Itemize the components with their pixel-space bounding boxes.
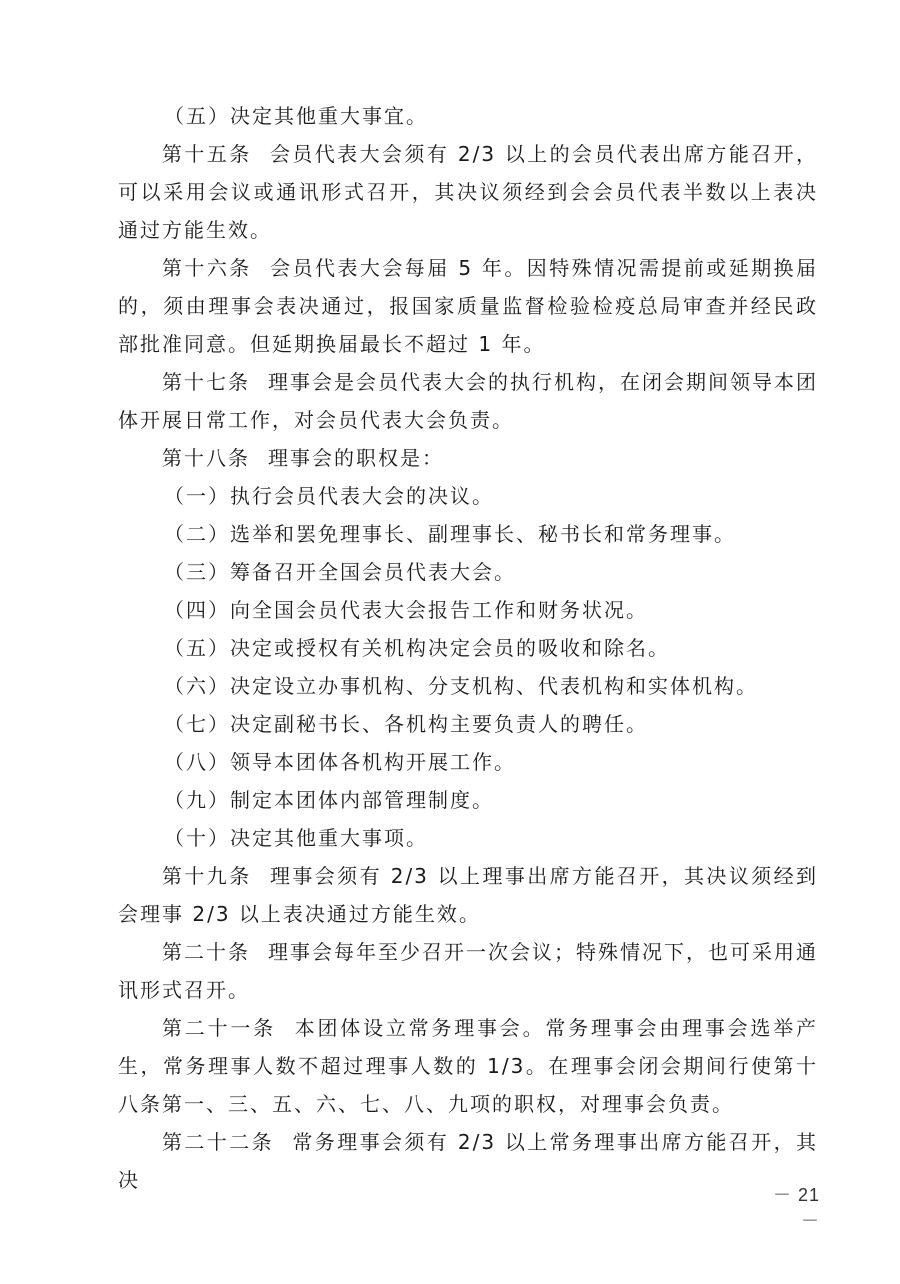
list-item <box>118 705 818 743</box>
article-heading: 第十六条 <box>162 256 252 280</box>
article-heading: 第十八条 <box>162 446 250 470</box>
list-item-text: （六）决定设立办事机构、分支机构、代表机构和实体机构。 <box>164 674 758 698</box>
list-item-text: （九）制定本团体内部管理制度。 <box>164 788 494 812</box>
list-item-text: （二）选举和罢免理事长、副理事长、秘书长和常务理事。 <box>164 522 736 546</box>
list-item-text: （十）决定其他重大事项。 <box>164 826 428 850</box>
list-item-text: （一）执行会员代表大会的决议。 <box>164 484 494 508</box>
article-paragraph <box>118 933 818 1009</box>
article-text: 理事会每年至少召开一次会议；特殊情况下，也可采用通讯形式召开。 <box>118 940 818 1002</box>
list-item-text: （四）向全国会员代表大会报告工作和财务状况。 <box>164 598 648 622</box>
list-item-text: （三）筹备召开全国会员代表大会。 <box>164 560 516 584</box>
list-item <box>118 591 818 629</box>
article-text: 本团体设立常务理事会。常务理事会由理事会选举产生，常务理事人数不超过理事人数的 1/3。在理事会闭会期间行使第十八条第一、三、五、六、七、八、九项的职权，对理事会负责。 <box>118 1016 819 1116</box>
article-text: 会员代表大会须有 2/3 以上的会员代表出席方能召开，可以采用会议或通讯形式召开，其决议须经到会会员代表半数以上表决通过方能生效。 <box>118 142 819 242</box>
list-item <box>118 667 818 705</box>
article-paragraph <box>118 135 818 249</box>
list-item <box>118 819 818 857</box>
article-heading: 第二十一条 <box>162 1016 276 1040</box>
article-paragraph <box>118 1123 818 1199</box>
article-paragraph <box>118 1009 818 1123</box>
article-heading: 第十七条 <box>162 370 250 394</box>
article-text: 理事会是会员代表大会的执行机构，在闭会期间领导本团体开展日常工作，对会员代表大会负责。 <box>118 370 818 432</box>
list-item-text: （五）决定其他重大事宜。 <box>164 104 428 128</box>
article-heading: 第十九条 <box>162 864 252 888</box>
article-paragraph <box>118 363 818 439</box>
list-item <box>118 629 818 667</box>
article-paragraph <box>118 439 818 477</box>
article-paragraph <box>118 249 818 363</box>
list-item <box>118 781 818 819</box>
list-item <box>118 553 818 591</box>
article-heading: 第二十条 <box>162 940 250 964</box>
article-text: 理事会的职权是： <box>268 446 444 470</box>
list-item <box>118 743 818 781</box>
article-text: 常务理事会须有 2/3 以上常务理事出席方能召开，其决 <box>118 1130 818 1192</box>
list-item <box>118 97 818 135</box>
article-text: 会员代表大会每届 5 年。因特殊情况需提前或延期换届的，须由理事会表决通过，报国家质量监督检验检疫总局审查并经民政部批准同意。但延期换届最长不超过 1 年。 <box>118 256 818 356</box>
list-item-text: （八）领导本团体各机构开展工作。 <box>164 750 516 774</box>
list-item-text: （七）决定副秘书长、各机构主要负责人的聘任。 <box>164 712 648 736</box>
article-heading: 第二十二条 <box>162 1130 274 1154</box>
document-body <box>118 97 818 1199</box>
page-number: － 21 － <box>772 1185 820 1231</box>
list-item-text: （五）决定或授权有关机构决定会员的吸收和除名。 <box>164 636 670 660</box>
list-item <box>118 477 818 515</box>
article-text: 理事会须有 2/3 以上理事出席方能召开，其决议须经到会理事 2/3 以上表决通过方能生效。 <box>118 864 819 926</box>
article-paragraph <box>118 857 818 933</box>
list-item <box>118 515 818 553</box>
article-heading: 第十五条 <box>162 142 252 166</box>
